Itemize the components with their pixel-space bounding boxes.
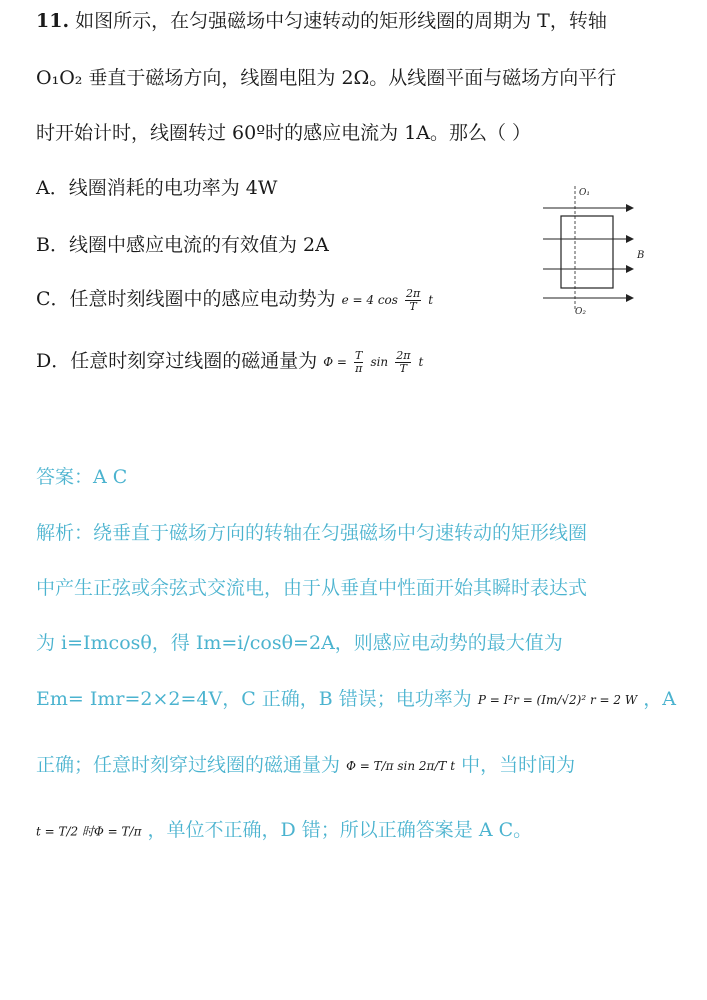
axis-label-bottom: O₂ [575, 307, 586, 315]
option-d-frac1-den: π [355, 361, 363, 375]
option-d-formula-lhs: Φ = [323, 355, 347, 369]
analysis-text-4a: Em= Imr=2×2=4V，C 正确，B 错误；电功率为 [36, 688, 472, 710]
option-d-formula-tail: t [418, 355, 424, 369]
stem-text-1: 如图所示，在匀强磁场中匀速转动的矩形线圈的周期为 T，转轴 [75, 10, 607, 32]
analysis-text-6b: ，单位不正确，D 错；所以正确答案是 A C。 [147, 819, 533, 841]
question-number: 11. [36, 10, 70, 32]
option-c-frac-den: T [409, 299, 417, 313]
option-d-frac2-den: T [399, 361, 407, 375]
question-stem-line-3 [36, 118, 531, 145]
analysis-line-4 [36, 684, 676, 711]
option-d-text: D．任意时刻穿过线圈的磁通量为 [36, 350, 318, 372]
stem-text-2: O₁O₂ 垂直于磁场方向，线圈电阻为 2Ω。从线圈平面与磁场方向平行 [36, 67, 617, 89]
analysis-text-5a: 正确；任意时刻穿过线圈的磁通量为 [36, 754, 341, 776]
option-c [36, 284, 433, 313]
power-formula: P = I²r = (Im/√2)² r = 2 W [477, 693, 638, 707]
axis-label-top: O₁ [579, 188, 590, 198]
option-a [36, 173, 277, 200]
option-d-frac1-num: T [355, 348, 363, 362]
option-d-frac2-num: 2π [396, 348, 411, 362]
question-stem-line-2 [36, 63, 616, 90]
analysis-line-2 [36, 573, 587, 600]
option-c-formula-tail: t [428, 293, 434, 307]
option-b [36, 230, 329, 257]
time-formula: t = T/2 时Φ = T/π [36, 824, 142, 839]
analysis-line-5 [36, 750, 575, 777]
analysis-text-3: 为 i=Imcosθ，得 Im=i/cosθ=2A，则感应电动势的最大值为 [36, 632, 563, 654]
option-d-fraction-1 [354, 350, 363, 375]
coil-figure [535, 180, 645, 315]
question-stem-line-1 [36, 6, 607, 33]
answer-text: 答案：A C [36, 466, 128, 488]
option-c-fraction [405, 288, 421, 313]
answer-label [36, 462, 127, 489]
analysis-text-2: 中产生正弦或余弦式交流电，由于从垂直中性面开始其瞬时表达式 [36, 577, 588, 599]
flux-formula: Φ = T/π sin 2π/T t [346, 759, 456, 773]
analysis-text-4b: ，A [643, 688, 676, 710]
analysis-line-1 [36, 518, 587, 545]
option-c-frac-num: 2π [405, 286, 421, 300]
option-d-formula-mid: sin [370, 355, 389, 369]
analysis-line-3 [36, 628, 563, 655]
stem-text-3: 时开始计时，线圈转过 60º时的感应电流为 1A。那么（ ） [36, 122, 532, 144]
option-d [36, 346, 423, 375]
analysis-line-6 [36, 815, 532, 842]
option-c-text: C．任意时刻线圈中的感应电动势为 [36, 288, 336, 310]
analysis-text-5b: 中，当时间为 [461, 754, 576, 776]
option-c-formula-lhs: e = 4 cos [341, 293, 398, 307]
field-label-b: B [637, 250, 645, 261]
option-d-fraction-2 [395, 350, 411, 375]
coil-rectangle [561, 216, 613, 288]
option-b-text: B．线圈中感应电流的有效值为 2A [36, 234, 329, 256]
analysis-text-1: 解析：绕垂直于磁场方向的转轴在匀强磁场中匀速转动的矩形线圈 [36, 522, 588, 544]
option-a-text: A．线圈消耗的电功率为 4W [36, 177, 278, 199]
